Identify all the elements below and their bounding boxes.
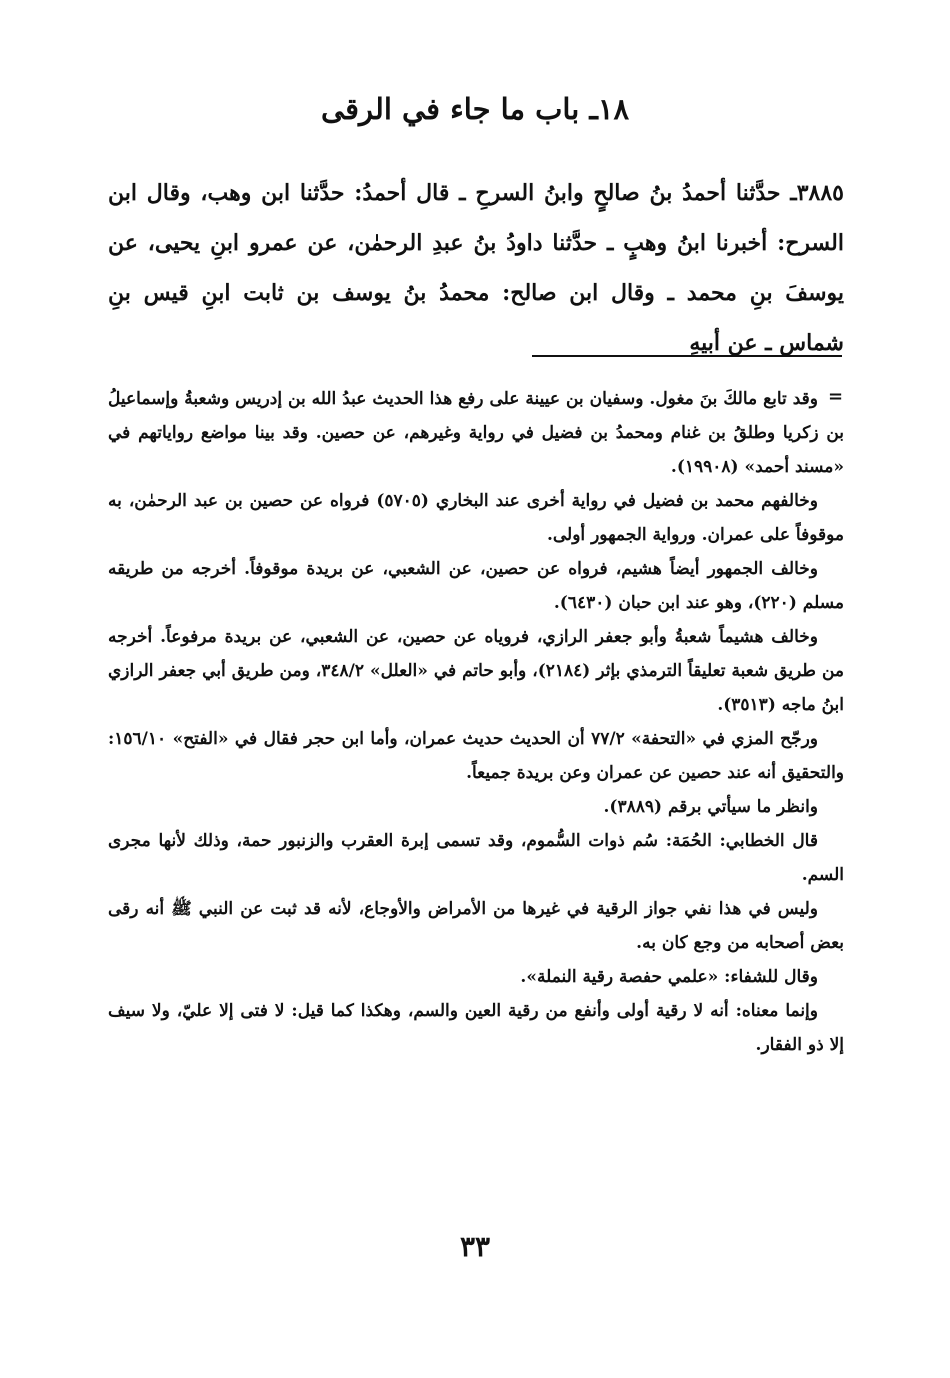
continuation-mark: = [828, 386, 844, 407]
footnote-paragraph: وخالف الجمهور أيضاً هشيم، فرواه عن حصين، عن الشعبي، عن بريدة موقوفاً. أخرجه من طريقه مسلم (٢٢٠)، وهو عند ابن حبان (٦٤٣٠). [108, 559, 844, 613]
footnote-paragraph: وانظر ما سيأتي برقم (٣٨٨٩). [603, 797, 818, 817]
footnote-paragraph: قال الخطابي: الحُمَة: سُم ذوات السُّموم، وقد تسمى إبرة العقرب والزنبور حمة، وذلك لأنها مجرى السم. [108, 831, 844, 885]
chapter-title: ١٨ـ باب ما جاء في الرقى [320, 92, 630, 126]
footnote-paragraph: ورجّح المزي في «التحفة» ٧٧/٢ أن الحديث حديث عمران، وأما ابن حجر فقال في «الفتح» ١٥٦/١٠: والتحقيق أنه عند حصين عن عمران وعن بريدة جميعاً. [108, 729, 844, 783]
footnote-paragraph: وقال للشفاء: «علمي حفصة رقية النملة». [520, 967, 818, 987]
hadith-text: ٣٨٨٥ـ حدَّثنا أحمدُ بنُ صالحٍ وابنُ السرحِ ـ قال أحمدُ: حدَّثنا ابن وهب، وقال ابن السرح: أخبرنا ابنُ وهبٍ ـ حدَّثنا داودُ بنُ عبدِ الرحمٰن، عن عمرو ابنِ يحيى، عن يوسفَ بنِ محمد ـ وقال ابن صالح: محمدُ بنُ يوسف بن ثابت ابنِ قيس بنِ شماس ـ عن أبيهِ [108, 180, 844, 356]
footnote-paragraph: وخالفهم محمد بن فضيل في رواية أخرى عند البخاري (٥٧٠٥) فرواه عن حصين بن عبد الرحمٰن، به موقوفاً على عمران. ورواية الجمهور أولى. [108, 491, 844, 545]
page-number: ٣٣ [459, 1230, 491, 1263]
footnote-paragraph: وخالف هشيماً شعبةُ وأبو جعفر الرازي، فروياه عن حصين، عن الشعبي، عن بريدة مرفوعاً. أخرجه من طريق شعبة تعليقاً الترمذي بإثر (٢١٨٤)، وأبو حاتم في «العلل» ٣٤٨/٢، ومن طريق أبي جعفر الرازي ابنُ ماجه (٣٥١٣). [108, 627, 844, 715]
footnote-paragraph: وإنما معناه: أنه لا رقية أولى وأنفع من رقية العين والسم، وهكذا كما قيل: لا فتى إلا عليّ، ولا سيف إلا ذو الفقار. [108, 1001, 844, 1055]
footnote-divider [532, 355, 842, 357]
footnote-paragraph: وليس في هذا نفي جواز الرقية في غيرها من الأمراض والأوجاع، لأنه قد ثبت عن النبي ﷺ أنه رقى بعض أصحابه من وجع كان به. [108, 899, 844, 953]
footnote-paragraph: وقد تابع مالكَ بنَ مغول. وسفيان بن عيينة على رفع هذا الحديث عبدُ الله بن إدريس وشعبةُ وإسماعيلُ بن زكريا وطلقُ بن غنام ومحمدُ بن فضيل في رواية وغيرهم، عن حصين. وقد بينا مواضع رواياتهم في «مسند أحمد» (١٩٩٠٨). [108, 389, 844, 477]
hadith-text-block [108, 168, 844, 368]
footnotes [108, 382, 844, 1062]
